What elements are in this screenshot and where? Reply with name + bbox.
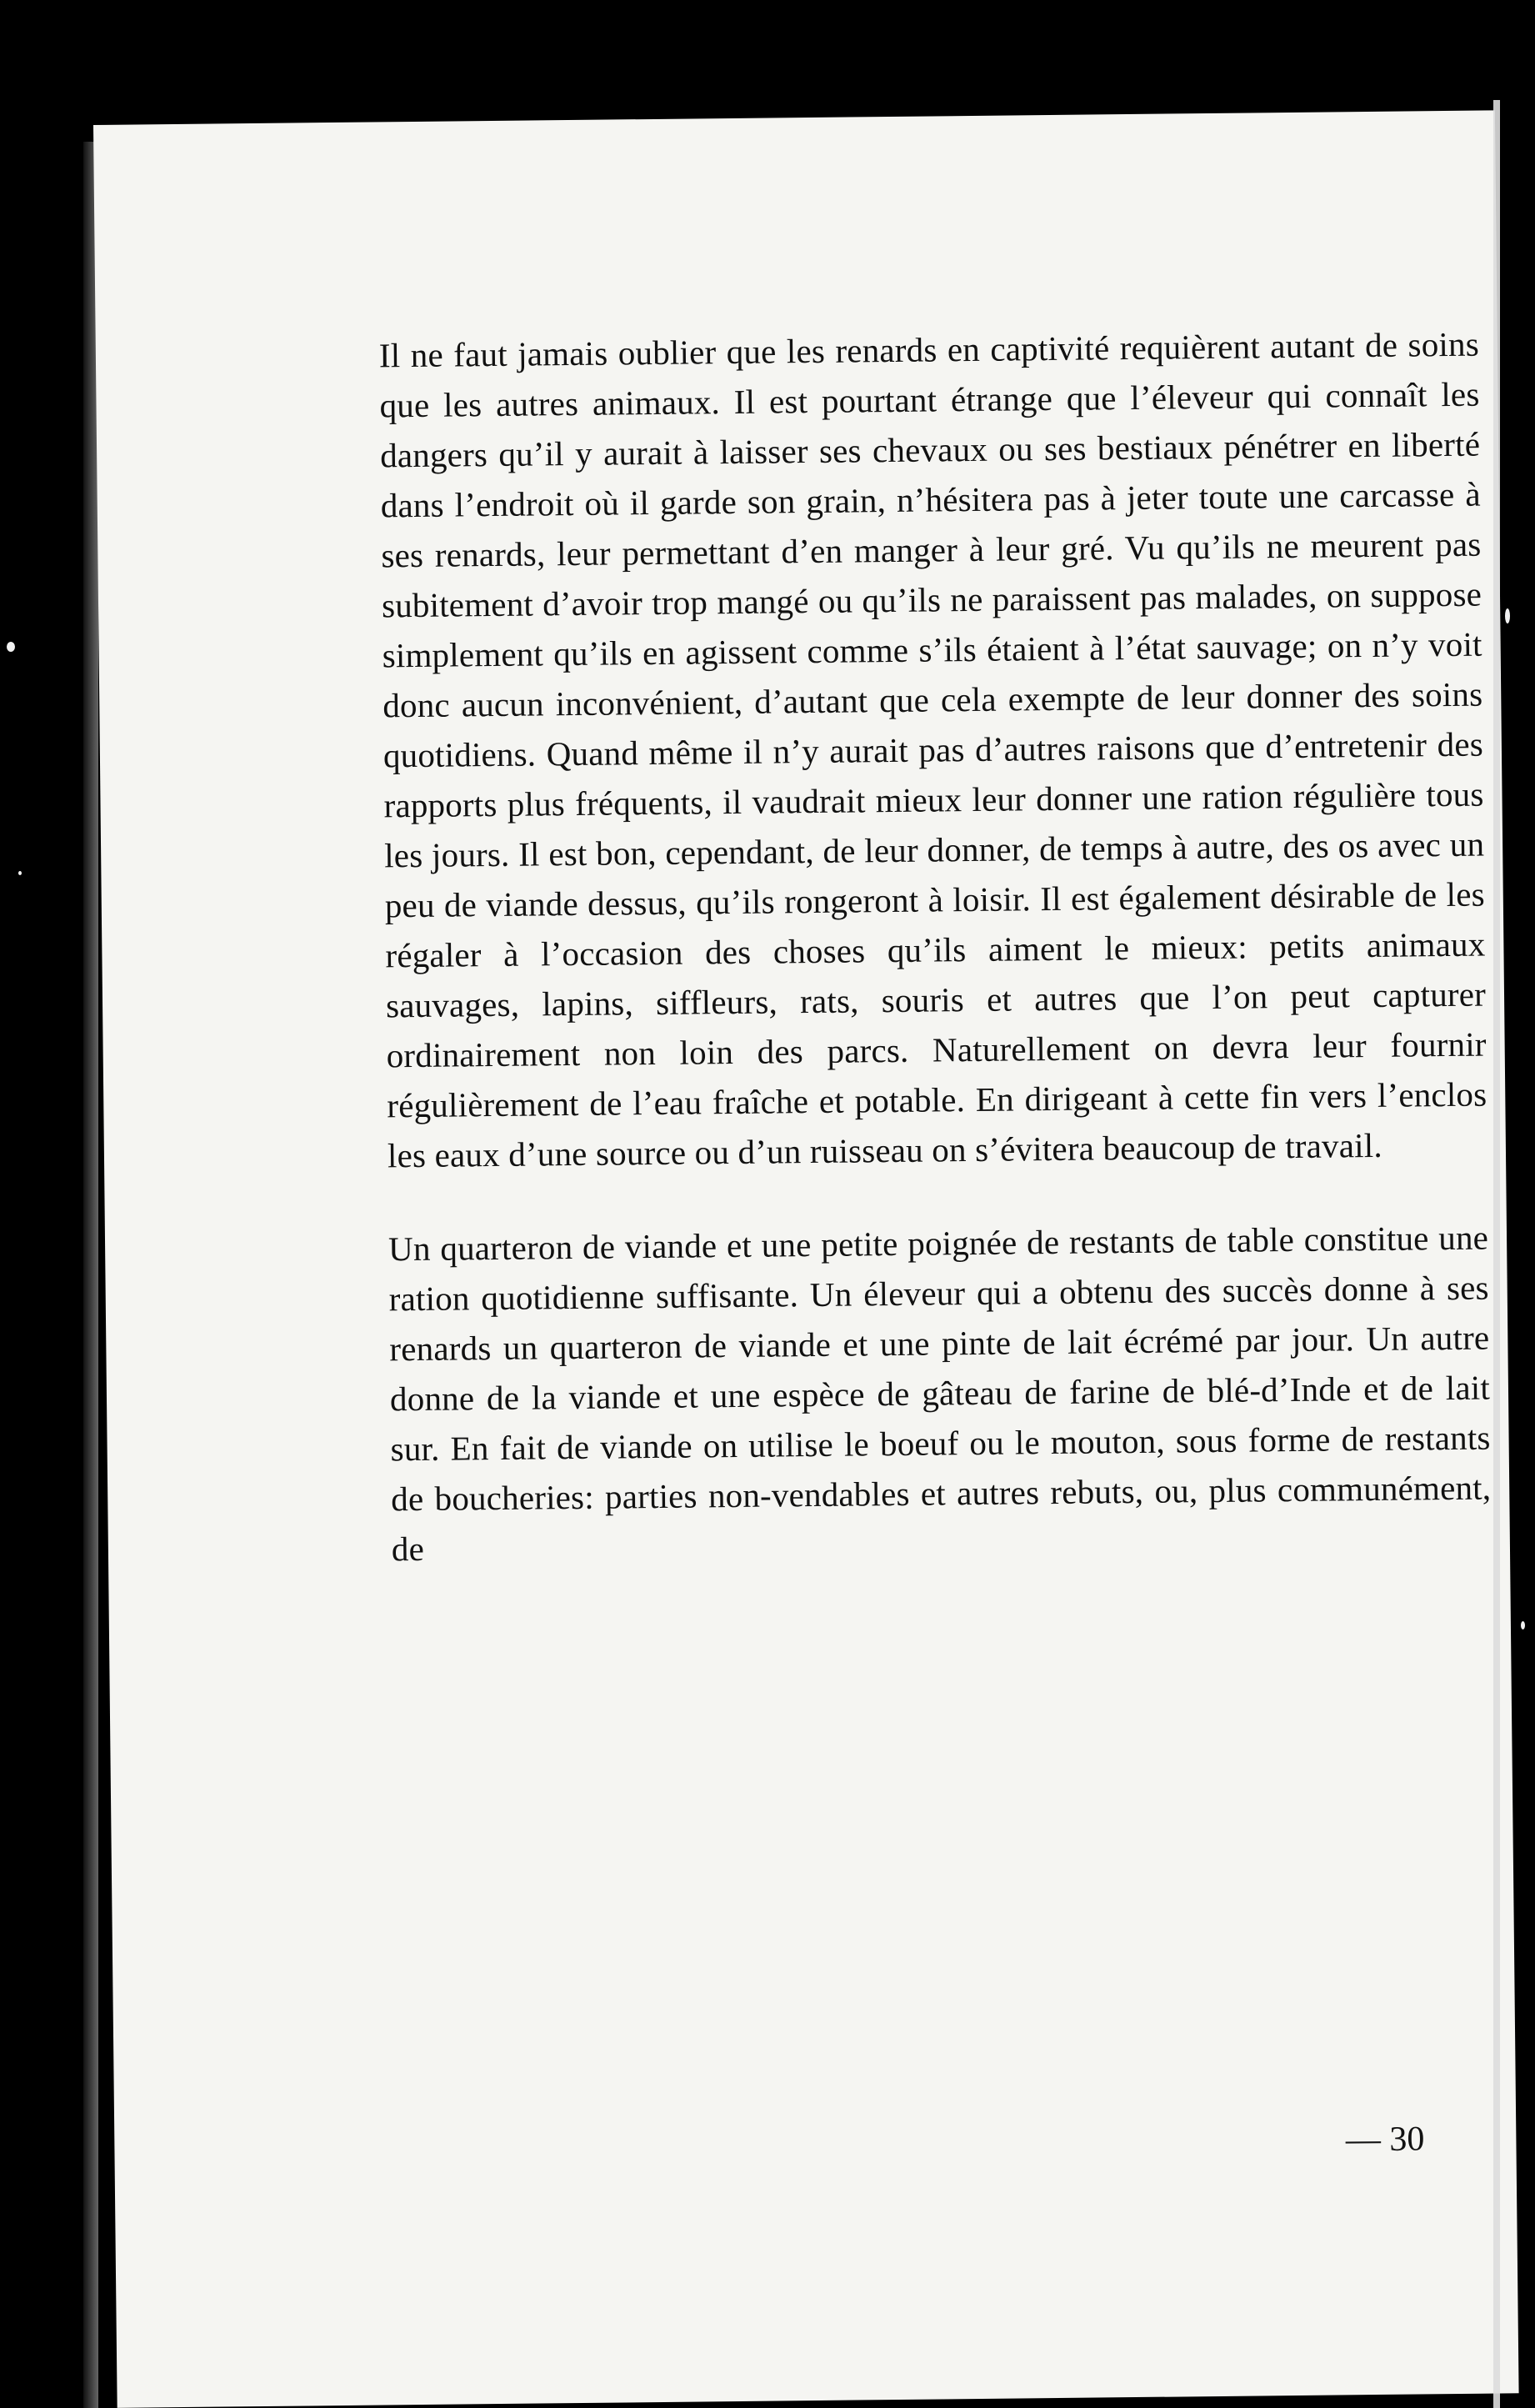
paragraph-2: Un quarteron de viande et une petite poignée de restants de table constitue une ration quotidienne suffisante. Un éleveur qui a obtenu des succès donne à ses renards un quarteron de viande et une pinte de lait écrémé par jour. Un autre donne de la viande et une espèce de gâteau de farine de blé-d’Inde et de lait sur. En fait de viande on utilise le boeuf ou le mouton, sous forme de restants de boucheries: parties non-vendables et autres rebuts, ou, plus communément, de <box>388 1218 1492 1569</box>
scanned-page <box>93 110 1519 2407</box>
scan-speck <box>7 642 15 652</box>
scan-speck <box>1521 1621 1525 1630</box>
page-number: — 30 <box>1345 2120 1425 2160</box>
page-left-shadow <box>83 142 98 2408</box>
paragraph-1: Il ne faut jamais oublier que les renards en captivité requièrent autant de soins que les autres animaux. Il est pourtant étrange que l’éleveur qui connaît les dangers qu’il y aurait à laisser ses chevaux ou ses bestiaux pénétrer en liberté dans l’endroit où il garde son grain, n’hésitera pas à jeter toute une carcasse à ses renards, leur permettant d’en manger à leur gré. Vu qu’ils ne meurent pas subitement d’avoir trop mangé ou qu’ils ne paraissent pas malades, on suppose simplement qu’ils en agissent comme s’ils étaient à l’état sauvage; on n’y voit donc aucun inconvénient, d’autant que cela exempte de leur donner des soins quotidiens. Quand même il n’y aurait pas d’autres raisons que d’entretenir des rapports plus fréquents, il vaudrait mieux leur donner une ration régulière tous les jours. Il est bon, cependant, de leur donner, de temps à autre, des os avec un peu de viande dessus, qu’ils rongeront à loisir. Il est également désirable de les régaler à l’occasion des choses qu’ils aiment le mieux: petits animaux sauvages, lapins, siffleurs, rats, souris et autres que l’on peut capturer ordinairement non loin des parcs. Naturellement on devra leur fournir régulièrement de l’eau fraîche et potable. En dirigeant à cette fin vers l’enclos les eaux d’une source ou d’un ruisseau on s’évitera beaucoup de travail. <box>378 324 1488 1175</box>
scan-speck <box>1505 608 1510 623</box>
page-right-edge <box>1493 100 1500 2408</box>
scan-speck <box>18 871 22 875</box>
page-text <box>379 319 1492 1574</box>
